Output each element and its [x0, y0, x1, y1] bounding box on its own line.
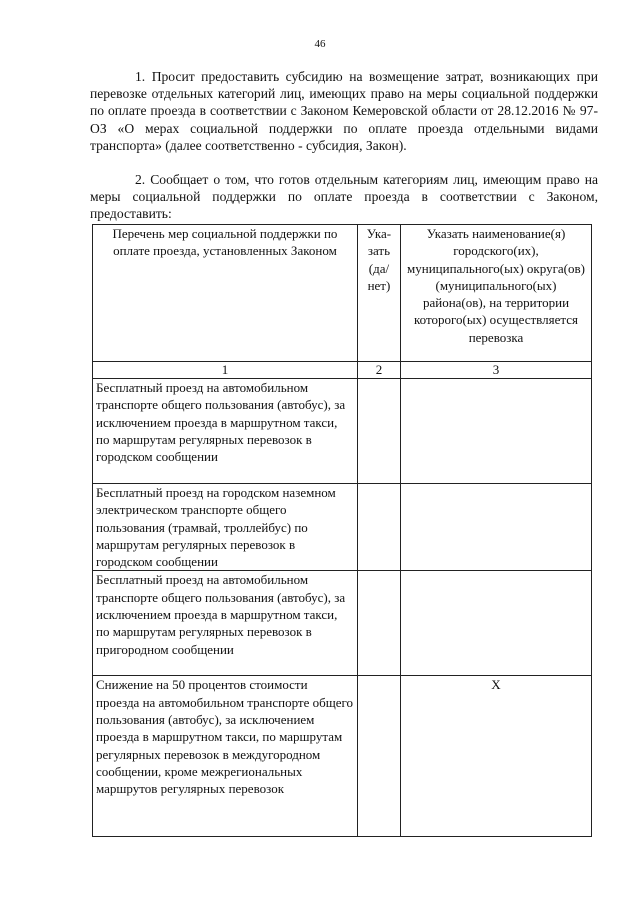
- indicate-cell[interactable]: [357, 571, 400, 676]
- header-measures: Перечень мер социальной поддержки по оплате проезда, установленных Законом: [93, 225, 358, 362]
- table-header-row: [93, 225, 592, 362]
- territory-cell: Х: [401, 676, 592, 837]
- territory-cell[interactable]: [401, 379, 592, 484]
- measure-cell: Бесплатный проезд на автомобильном транспорте общего пользования (автобус), за исключением проезда в маршрутном такси, по маршрутам регулярных перевозок в городском сообщении: [93, 379, 358, 484]
- table-row: [93, 484, 592, 571]
- column-number: 2: [357, 362, 400, 379]
- social-support-measures-table: [92, 224, 592, 837]
- table-row: [93, 379, 592, 484]
- column-number: 1: [93, 362, 358, 379]
- territory-cell[interactable]: [401, 571, 592, 676]
- measure-cell: Снижение на 50 процентов стоимости проезда на автомобильном транспорте общего пользования (автобус), за исключением проезда в маршрутном такси, по маршрутам регулярных перевозок в междугородном сообщении, кроме межрегиональных маршрутов регулярных перевозок: [93, 676, 358, 837]
- column-number-row: [93, 362, 592, 379]
- indicate-cell[interactable]: [357, 676, 400, 837]
- measure-cell: Бесплатный проезд на городском наземном электрическом транспорте общего пользования (трамвай, троллейбус) по маршрутам регулярных перевозок в городском сообщении: [93, 484, 358, 571]
- territory-cell[interactable]: [401, 484, 592, 571]
- header-indicate: Ука-зать (да/ нет): [357, 225, 400, 362]
- paragraph-2: 2. Сообщает о том, что готов отдельным категориям лиц, имеющим право на меры социальной поддержки по оплате проезда в соответствии с Законом, предоставить:: [90, 172, 598, 222]
- measure-cell: Бесплатный проезд на автомобильном транспорте общего пользования (автобус), за исключением проезда в маршрутном такси, по маршрутам регулярных перевозок в пригородном сообщении: [93, 571, 358, 676]
- table-row: [93, 676, 592, 837]
- column-number: 3: [401, 362, 592, 379]
- indicate-cell[interactable]: [357, 484, 400, 571]
- paragraph-1: 1. Просит предоставить субсидию на возмещение затрат, возникающих при перевозке отдельных категорий лиц, имеющих право на меры социальной поддержки по оплате проезда в соответствии с Законом Кемеровской области от 28.12.2016 № 97-ОЗ «О мерах социальной поддержки по оплате проезда отдельными видами транспорта» (далее соответственно - субсидия, Закон).: [90, 69, 598, 153]
- table-row: [93, 571, 592, 676]
- header-territory: Указать наименование(я) городского(их), муниципального(ых) округа(ов) (муниципального(ых) района(ов), на территории которого(ых) осуществляется перевозка: [401, 225, 592, 362]
- indicate-cell[interactable]: [357, 379, 400, 484]
- page-number: 46: [314, 38, 326, 50]
